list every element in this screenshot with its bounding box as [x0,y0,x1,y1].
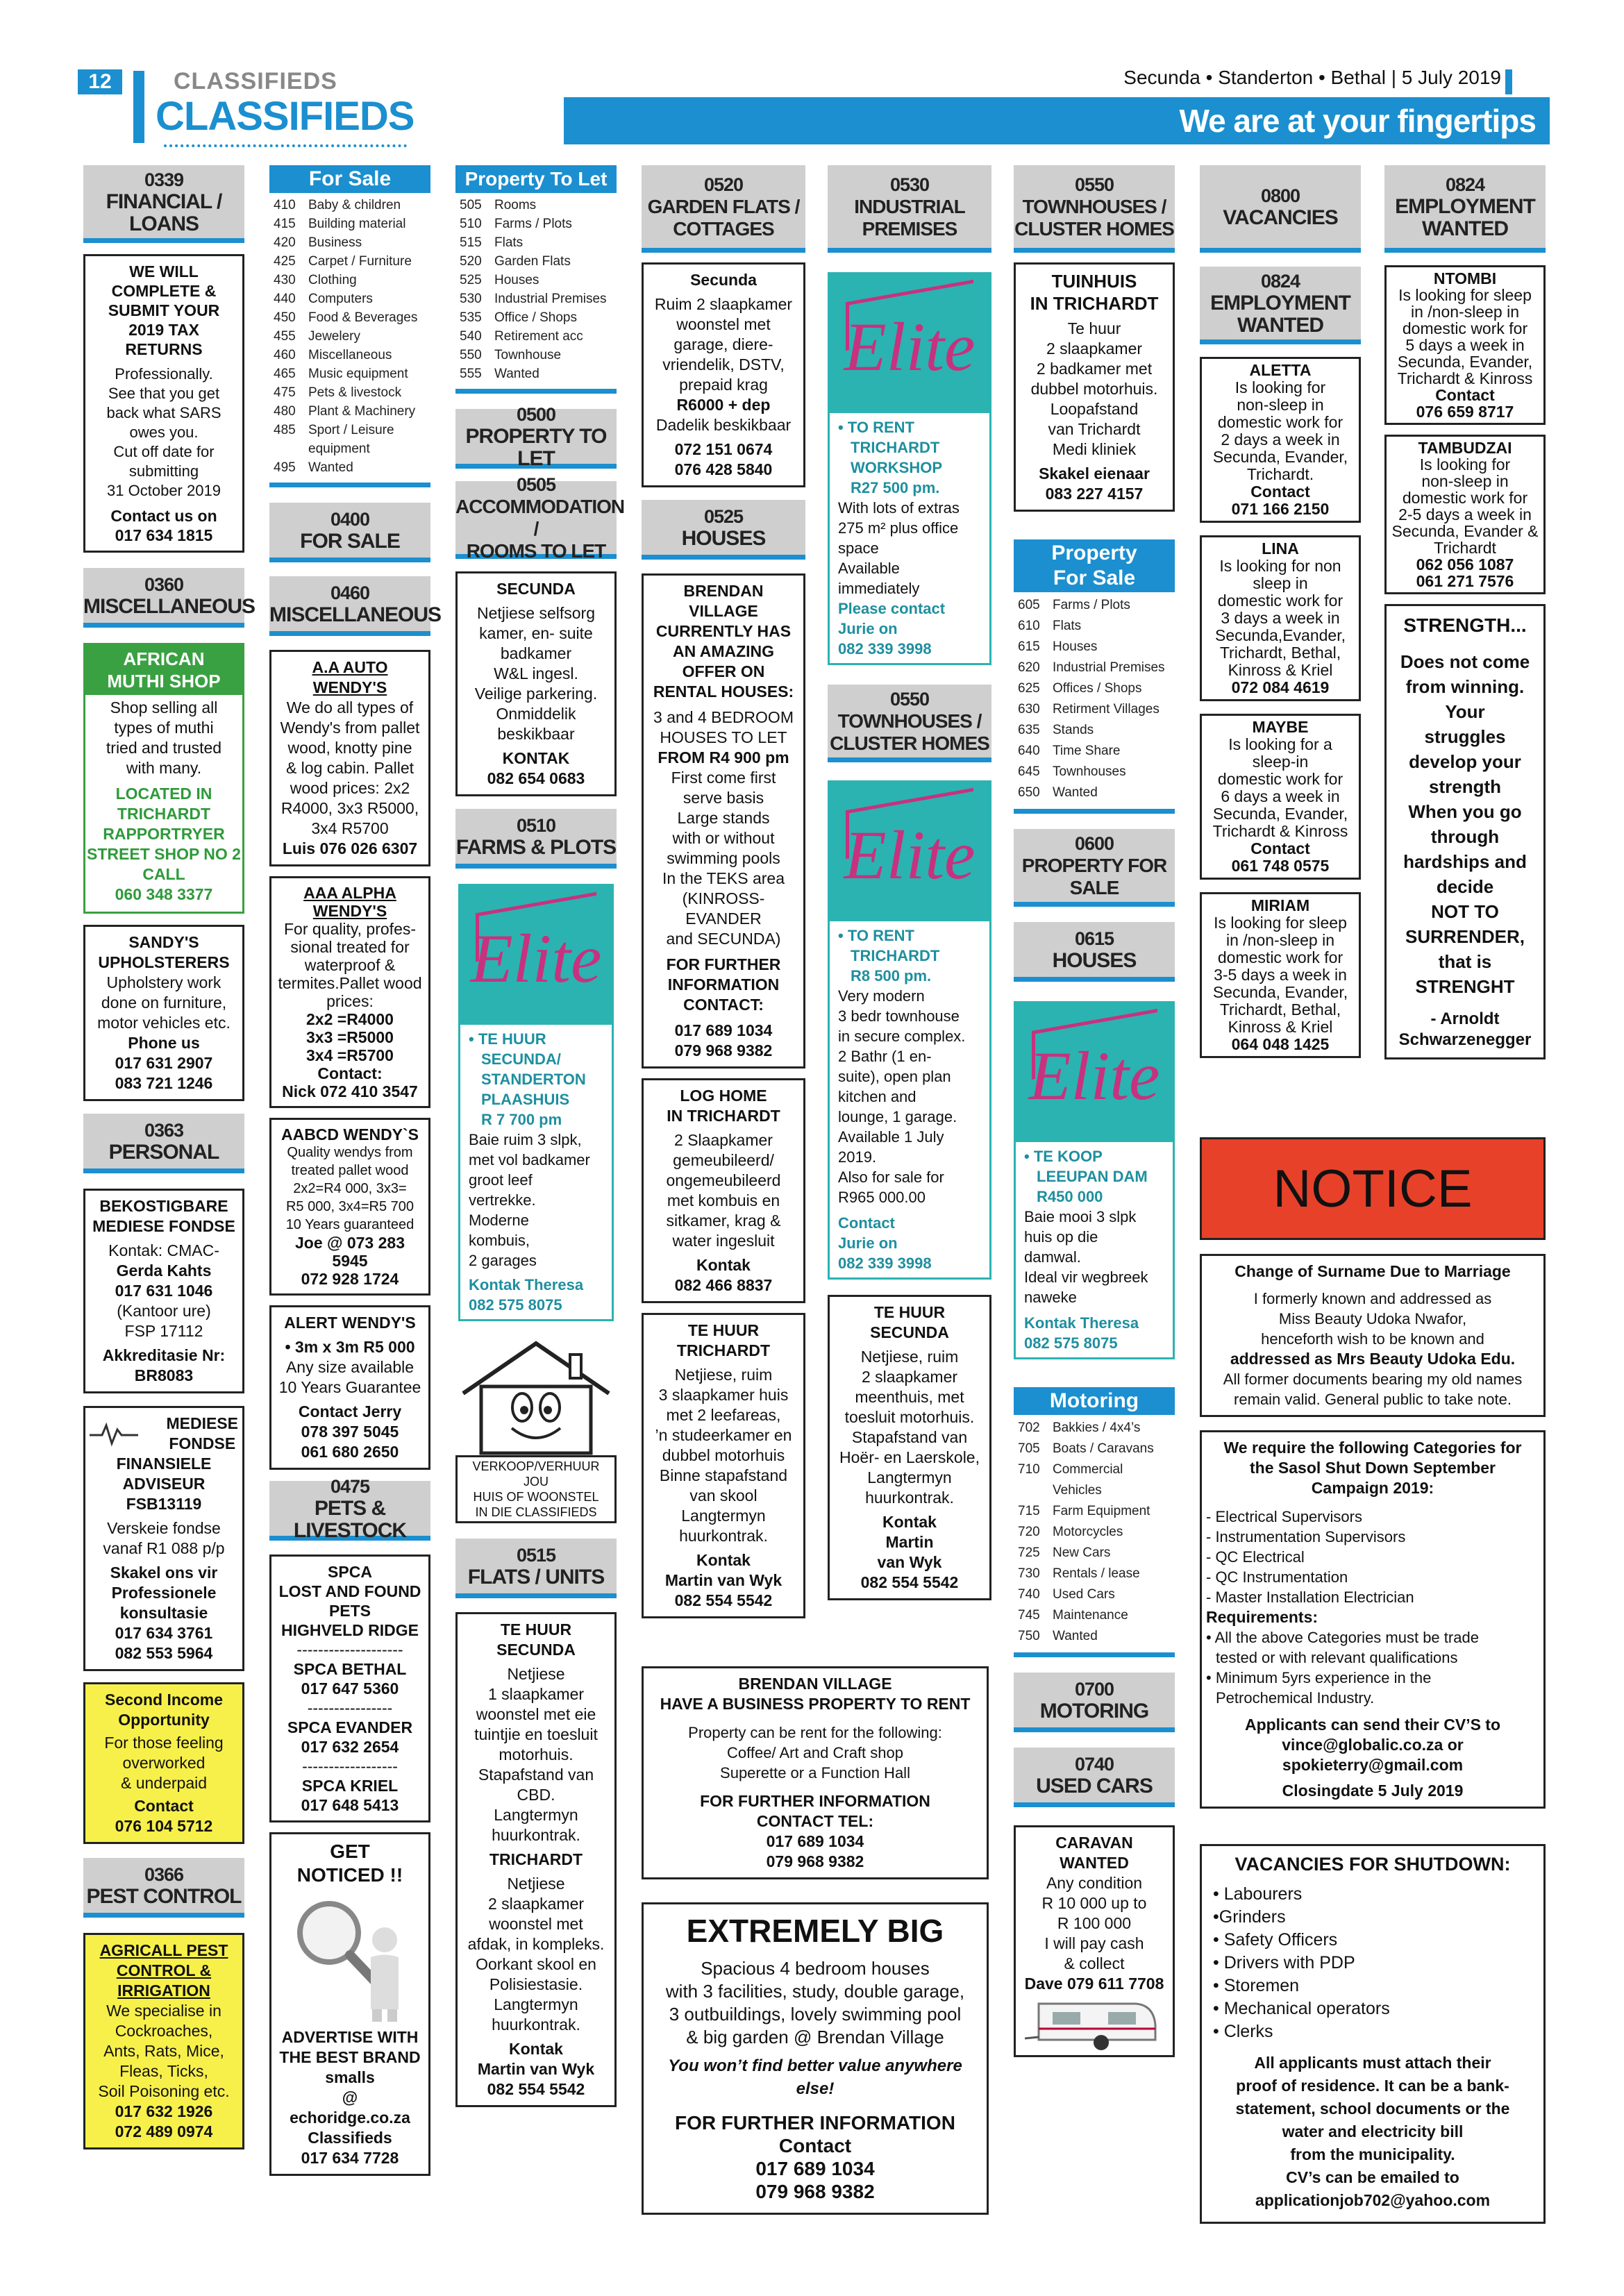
for-sale-index-title: For Sale [269,165,430,193]
index-label: Time Share [1053,744,1121,758]
index-code: 630 [1018,702,1040,717]
index-item [274,327,430,346]
index-code: 620 [1018,660,1040,675]
heading-0505: 0505 ACCOMMODATION / ROOMS TO LET [455,474,625,562]
index-label: Houses [1053,639,1098,654]
ad-te-huur-secunda-flat: TE HUUR SECUNDA Netjiese 1 slaapkamer woonstel met eie tuintjie en toesluit motorhuis. Stapafstand van CBD. Langtermyn huurkontrak. TRICHARDT Netjiese 2 slaapkamer woonstel met afdak, in kompleks. Oorkant skool en Polisiestasie. Langtermyn huurkontrak. Kontak Martin van Wyk 082 554 5542 [455,1612,617,2107]
index-item [460,290,617,308]
heading-0824-col8: 0824 EMPLOYMENT WANTED [1384,165,1546,253]
house-caption-1: VERKOOP/VERHUUR JOU [472,1459,600,1489]
masthead-bar [133,71,144,143]
index-item [274,421,430,439]
index-label: Offices / Shops [1053,681,1142,696]
house-caption-2: HUIS OF WOONSTEL [473,1490,599,1504]
index-label: Maintenance [1053,1608,1128,1623]
index-item [460,233,617,252]
index-label: Wanted [308,460,353,475]
section-label-small: CLASSIFIEDS [174,68,337,94]
index-code: 525 [460,273,482,287]
dotted-rule [164,144,407,147]
index-label: Industrial Premises [494,292,607,306]
masthead [78,67,1550,149]
index-label: Motorcycles [1053,1525,1123,1539]
ad-te-huur-trichardt: TE HUUR TRICHARDT Netjiese, ruim 3 slaapkamer huis met 2 leefareas, ’n studeerkamer en dubbel motorhuis Binne stapafstand van skool Langtermyn huurkontrak. Kontak Martin van Wyk 082 554 5542 [642,1313,805,1618]
index-item [1018,1501,1175,1522]
index-item [1018,741,1175,762]
property-to-let-index [455,193,617,394]
heading-0515: 0515 FLATS / UNITS [455,1539,617,1598]
index-code: 625 [1018,681,1040,696]
index-item [460,327,617,346]
index-label: Computers [308,292,373,306]
ad-aabcd-wendys: AABCD WENDY`S Quality wendys from treated pallet wood 2x2=R4 000, 3x3= R5 000, 3x4=R5 700 10 Years guaranteed Joe @ 073 283 5945 072 928 1724 [269,1118,430,1296]
index-label: Wanted [1053,1629,1098,1643]
index-code: 535 [460,310,482,325]
property-for-sale-index [1014,592,1175,814]
ad-brendan-business-property: BRENDAN VILLAGE HAVE A BUSINESS PROPERTY TO RENT Property can be rent for the following: Coffee/ Art and Craft shop Superette or a Function Hall FOR FURTHER INFORMATION CONTACT TEL: 017 689 1034 079 968 9382 [642,1666,989,1879]
index-code: 710 [1018,1462,1040,1477]
index-label: Clothing [308,273,357,287]
index-code: 460 [274,348,296,362]
ad-strength-quote: STRENGTH... Does not come from winning. Your struggles develop your strength When you go through hardships and decide NOT TO SURRENDER, that is STRENGHT - Arnoldt Schwarzenegger [1384,604,1546,1059]
index-code: 705 [1018,1441,1040,1456]
heading-0615: 0615 HOUSES [1014,922,1175,982]
house-caption-3: IN DIE CLASSIFIEDS [475,1505,597,1519]
index-label: Stands [1053,723,1094,737]
ad-mediese-fondse: MEDIESE FONDSE FINANSIELE ADVISEUR FSB13119 Verskeie fondse vanaf R1 088 p/p Skakel ons vir Professionele konsultasie 017 634 3761 082 553 5964 [83,1406,244,1671]
index-label: Boats / Caravans [1053,1441,1154,1456]
index-item [1018,616,1175,637]
index-item [274,402,430,421]
index-item [274,290,430,308]
edition-line: Secunda • Standerton • Bethal | 5 July 2019 [1123,67,1501,88]
index-item [274,271,430,290]
index-label: Commercial [1053,1462,1123,1477]
index-item [1018,637,1175,657]
column-1 [83,165,256,2150]
index-code: 475 [274,385,296,400]
heading-0500: 0500 PROPERTY TO LET [455,409,617,469]
index-item [1018,1522,1175,1543]
index-label: Food & Beverages [308,310,418,325]
index-code: 455 [274,329,296,344]
index-code: 430 [274,273,296,287]
heading-0366: 0366 PEST CONTROL [83,1858,244,1918]
magnifier-figure-icon [287,1891,412,2023]
index-code: 730 [1018,1566,1040,1581]
index-label: Townhouse [494,348,562,362]
heading-0475: 0475 PETS & LIVESTOCK [269,1481,430,1541]
index-code: 610 [1018,619,1040,633]
heading-0339: 0339 FINANCIAL / LOANS [83,165,244,243]
index-item [1018,720,1175,741]
index-label: Retirement acc [494,329,583,344]
index-item [274,346,430,364]
smiling-house-icon [456,1338,616,1456]
house-cartoon [455,1338,617,1523]
index-code: 480 [274,404,296,419]
ad-bekostigbare: BEKOSTIGBARE MEDIESE FONDSE Kontak: CMAC- Gerda Kahts 017 631 1046 (Kantoor ure) FSP 17112 Akkreditasie Nr: BR8083 [83,1189,244,1393]
index-label: Farms / Plots [494,217,572,231]
index-item [1018,762,1175,782]
index-item [1018,1480,1175,1501]
index-label: Vehicles [1053,1483,1102,1498]
index-code: 485 [274,423,296,437]
index-code: 510 [460,217,482,231]
property-for-sale-title: Property For Sale [1014,539,1175,592]
index-item [274,458,430,477]
ad-agricall-pest: AGRICALL PEST CONTROL & IRRIGATION We specialise in Cockroaches, Ants, Rats, Mice, Fleas, Ticks, Soil Poisoning etc. 017 632 1926 072 489 0974 [83,1933,244,2150]
index-code: 702 [1018,1421,1040,1435]
index-item [1018,699,1175,720]
heading-0550-col6: 0550 TOWNHOUSES / CLUSTER HOMES [1014,165,1175,253]
index-item [1018,782,1175,803]
index-item [1018,595,1175,616]
index-label: Office / Shops [494,310,577,325]
index-item [274,196,430,215]
index-label: Garden Flats [494,254,571,269]
index-item [460,271,617,290]
index-item [1018,1543,1175,1564]
index-label: Townhouses [1053,764,1126,779]
index-item [274,252,430,271]
index-item [1018,1459,1175,1480]
index-code [1018,1480,1053,1501]
index-item [1018,1418,1175,1439]
heading-0400: 0400 FOR SALE [269,503,430,562]
ad-extremely-big: EXTREMELY BIG Spacious 4 bedroom houses with 3 facilities, study, double garage, 3 outbuildings, lovely swimming pool & big garden @ Brendan Village You won’t find better value anywhere else! FOR FURTHER INFORMATION Contact 017 689 1034 079 968 9382 [642,1902,989,2215]
index-item [1018,1564,1175,1584]
index-code: 415 [274,217,296,231]
index-label: Pets & livestock [308,385,402,400]
index-label: equipment [308,442,370,456]
index-code: 650 [1018,785,1040,800]
index-code: 440 [274,292,296,306]
section-label-big: CLASSIFIEDS [156,94,415,139]
ad-tuinhuis: TUINHUIS IN TRICHARDT Te huur 2 slaapkamer 2 badkamer met dubbel motorhuis. Loopafstand van Trichardt Medi kliniek Skakel eienaar 083 227 4157 [1014,262,1175,512]
heading-0360: 0360 MISCELLANEOUS [83,568,244,628]
for-sale-index [269,193,430,487]
heading-0824-col7: 0824 EMPLOYMENT WANTED [1200,267,1361,344]
index-label: Used Cars [1053,1587,1115,1602]
ad-vacancies-shutdown: VACANCIES FOR SHUTDOWN: • Labourers •Grinders • Safety Officers • Drivers with PDP • Storemen • Mechanical operators • Clerks All applicants must attach their proof of residence. It can be a bank- statement, school documents or the water and electricity bill from the municipality. CV’s can be emailed to applicationjob702@yahoo.com [1200,1844,1546,2224]
index-item [1018,657,1175,678]
index-code: 530 [460,292,482,306]
heading-0510: 0510 FARMS & PLOTS [455,809,617,869]
index-code: 465 [274,367,296,381]
index-label: Bakkies / 4x4’s [1053,1421,1141,1435]
ad-miriam: MIRIAM Is looking for sleep in /non-sleep in domestic work for 3-5 days a week in Secunda, Evander, Trichardt, Bethal, Kinross & Kriel 064 048 1425 [1200,892,1361,1058]
index-item [274,233,430,252]
index-label: Baby & children [308,198,401,212]
index-label: Carpet / Furniture [308,254,412,269]
elite-logo: Elite [1016,1003,1173,1142]
index-item [274,215,430,233]
index-code: 420 [274,235,296,250]
index-code: 555 [460,367,482,381]
index-code: 640 [1018,744,1040,758]
index-label: Wanted [494,367,539,381]
index-item [274,308,430,327]
ad-te-huur-secunda-meenthuis: TE HUUR SECUNDA Netjiese, ruim 2 slaapkamer meenthuis, met toesluit motorhuis. Stapafstand van Hoër- en Laerskole, Langtermyn huurkontrak. Kontak Martin van Wyk 082 554 5542 [828,1295,991,1600]
ad-alert-wendys: ALERT WENDY'S • 3m x 3m R5 000 Any size available 10 Years Guarantee Contact Jerry 078 397 5045 061 680 2650 [269,1305,430,1470]
ad-caravan-wanted: CARAVAN WANTED Any condition R 10 000 up to R 100 000 I will pay cash & collect Dave 079 611 7708 [1014,1825,1175,2057]
notice-banner: NOTICE [1200,1137,1546,1240]
heading-0530: 0530 INDUSTRIAL PREMISES [828,165,991,253]
index-code: 720 [1018,1525,1040,1539]
ad-secunda-selfsorg: SECUNDA Netjiese selfsorg kamer, en- suite badkamer W&L ingesl. Veilige parkering. Onmiddelik beskikbaar KONTAK 082 654 0683 [455,571,617,796]
column-6 [1014,165,1175,2057]
index-label: Wanted [1053,785,1098,800]
index-label: Jewelery [308,329,360,344]
index-code: 515 [460,235,482,250]
ad-spca: SPCA LOST AND FOUND PETS HIGHVELD RIDGE -------------------- SPCA BETHAL 017 647 5360 ---------------- SPCA EVANDER 017 632 2654 ------------------ SPCA KRIEL 017 648 5413 [269,1555,430,1822]
ad-sandys-upholsterers: SANDY'S UPHOLSTERERS Upholstery work done on furniture, motor vehicles etc. Phone us 017 631 2907 083 721 1246 [83,925,244,1101]
ad-change-of-surname: Change of Surname Due to Marriage I formerly known and addressed as Miss Beauty Udoka Nwafor, henceforth wish to be known and addressed as Mrs Beauty Udoka Edu. All former documents bearing my old names remain valid. General public to take note. [1200,1254,1546,1417]
index-code: 605 [1018,598,1040,612]
elite-logo: Elite [460,886,612,1025]
ad-lina: LINA Is looking for non sleep in domestic work for 3 days a week in Secunda,Evander, Trichardt, Bethal, Kinross & Kriel 072 084 4619 [1200,535,1361,701]
ad-aletta: ALETTA Is looking for non-sleep in domestic work for 2 days a week in Secunda, Evander, Trichardt. Contact 071 166 2150 [1200,357,1361,523]
index-item [460,196,617,215]
ad-elite-leeupan: Elite • TE KOOP LEEUPAN DAM R450 000 Baie mooi 3 slpk huis op die damwal. Ideal vir wegbreek naweke Kontak Theresa 082 575 8075 [1014,1001,1175,1359]
index-label: Farm Equipment [1053,1504,1150,1518]
ad-elite-plaashuis: Elite • TE HUUR SECUNDA/ STANDERTON PLAASHUIS R 7 700 pm Baie ruim 3 slpk, met vol badkamer groot leef vertrekke. Moderne kombuis, 2 garages Kontak Theresa 082 575 8075 [458,884,614,1321]
heading-0800: 0800 VACANCIES [1200,165,1361,253]
tagline: We are at your fingertips [1179,103,1536,139]
index-item [1018,1584,1175,1605]
index-item [460,346,617,364]
heartbeat-icon [90,1420,138,1448]
ad-log-home: LOG HOME IN TRICHARDT 2 Slaapkamer gemeubileerd/ ongemeubileerd met kombuis en sitkamer, krag & water ingesluit Kontak 082 466 8837 [642,1078,805,1303]
index-label: Houses [494,273,539,287]
heading-0700: 0700 MOTORING [1014,1673,1175,1732]
ad-ntombi: NTOMBI Is looking for sleep in /non-sleep in domestic work for 5 days a week in Secunda, Evander, Trichardt & Kinross Contact 076 659 8717 [1384,265,1546,425]
index-label: Miscellaneous [308,348,392,362]
elite-logo: Elite [830,782,989,921]
index-code: 645 [1018,764,1040,779]
index-label: Retirment Villages [1053,702,1160,717]
index-code: 450 [274,310,296,325]
index-label: Plant & Machinery [308,404,416,419]
index-label: Industrial Premises [1053,660,1165,675]
index-code: 740 [1018,1587,1040,1602]
column-7 [1200,165,1361,1058]
ad-sasol-shutdown: We require the following Categories for the Sasol Shut Down September Campaign 2019: - Electrical Supervisors - Instrumentation Supervisors - QC Electrical - QC Instrumentation - Master Installation Electrician Requirements: • All the above Categories must be trade tested or with relevant qualifications • Minimum 5yrs experience in the Petrochemical Industry. Applicants can send their CV’S to vince@globalic.co.za or spokieterry@gmail.com Closingdate 5 July 2019 [1200,1430,1546,1809]
motoring-index [1014,1415,1175,1657]
page-number: 12 [78,69,122,94]
elite-logo: Elite [830,274,989,413]
index-code: 410 [274,198,296,212]
index-code: 750 [1018,1629,1040,1643]
ad-brendan-village-rental: BRENDAN VILLAGE CURRENTLY HAS AN AMAZING OFFER ON RENTAL HOUSES: 3 and 4 BEDROOM HOUSES TO LET FROM R4 900 pm First come first serve basis Large stands with or without swimming pools In the TEKS area (KINROSS-EVANDER and SECUNDA) FOR FURTHER INFORMATION CONTACT: 017 689 1034 079 968 9382 [642,573,805,1069]
index-code: 505 [460,198,482,212]
heading-0550-col5: 0550 TOWNHOUSES / CLUSTER HOMES [828,685,991,762]
index-label: Building material [308,217,406,231]
edition-bar [1505,69,1512,94]
heading-0525: 0525 HOUSES [642,500,805,560]
index-label: Sport / Leisure [308,423,394,437]
index-item [1018,1626,1175,1647]
index-code: 550 [460,348,482,362]
ad-maybe: MAYBE Is looking for a sleep-in domestic work for 6 days a week in Secunda, Evander, Trichardt & Kinross Contact 061 748 0575 [1200,714,1361,880]
heading-0740: 0740 USED CARS [1014,1748,1175,1807]
index-item [460,364,617,383]
ad-elite-workshop: Elite • TO RENT TRICHARDT WORKSHOP R27 500 pm. With lots of extras 275 m² plus office space Available immediately Please contact Jurie on 082 339 3998 [828,272,991,665]
index-label: Flats [1053,619,1082,633]
ad-elite-townhouse: Elite • TO RENT TRICHARDT R8 500 pm. Very modern 3 bedr townhouse in secure complex. 2 Bathr (1 en- suite), open plan kitchen and lounge, 1 garage. Available 1 July 2019. Also for sale for R965 000.00 Contact Jurie on 082 339 3998 [828,780,991,1280]
heading-0600: 0600 PROPERTY FOR SALE [1014,829,1175,907]
index-item [460,252,617,271]
index-item [274,364,430,383]
index-item [460,215,617,233]
column-4 [642,165,805,1618]
heading-0520: 0520 GARDEN FLATS / COTTAGES [642,165,805,253]
index-code: 495 [274,460,296,475]
motoring-index-title: Motoring [1014,1387,1175,1415]
index-label: Rooms [494,198,537,212]
index-code: 635 [1018,723,1040,737]
heading-0460: 0460 MISCELLANEOUS [269,576,430,636]
index-label: Business [308,235,362,250]
column-5 [828,165,991,1600]
ad-aaa-alpha-wendys: AAA ALPHA WENDY'S For quality, profes- sional treated for waterproof & termites.Pallet wood prices: 2x2 =R4000 3x3 =R5000 3x4 =R5700 Contact: Nick 072 410 3547 [269,876,430,1108]
ad-tambudzai: TAMBUDZAI Is looking for non-sleep in domestic work for 2-5 days a week in Secunda, Evander & Trichardt 062 056 1087 061 271 7576 [1384,435,1546,594]
index-label: Rentals / lease [1053,1566,1140,1581]
index-code: 520 [460,254,482,269]
index-item [274,383,430,402]
index-label: Music equipment [308,367,408,381]
property-to-let-title: Property To Let [455,165,617,193]
index-item [460,308,617,327]
index-label: New Cars [1053,1545,1111,1560]
ad-aa-auto-wendys: A.A AUTO WENDY'S We do all types of Wendy's from pallet wood, knotty pine & log cabin. Pallet wood prices: 2x2 R4000, 3x3 R5000, 3x4 R5700 Luis 076 026 6307 [269,650,430,866]
ad-muthi-shop: AFRICAN MUTHI SHOP Shop selling all types of muthi tried and trusted with many. LOCATED IN TRICHARDT RAPPORTRYER STREET SHOP NO 2 CALL 060 348 3377 [83,643,244,914]
index-item [1018,1439,1175,1459]
ad-ruim-woonstel: Secunda Ruim 2 slaapkamer woonstel met garage, diere- vriendelik, DSTV, prepaid krag R6000 + dep Dadelik beskikbaar 072 151 0674 076 428 5840 [642,262,805,487]
index-code: 425 [274,254,296,269]
index-code [274,439,308,458]
column-3 [455,165,625,2107]
caravan-icon [1025,1997,1164,2052]
index-item [274,439,430,458]
index-item [1018,1605,1175,1626]
index-code: 725 [1018,1545,1040,1560]
index-item [1018,678,1175,699]
index-code: 715 [1018,1504,1040,1518]
heading-0363: 0363 PERSONAL [83,1114,244,1173]
index-label: Farms / Plots [1053,598,1130,612]
column-2 [269,165,442,2176]
index-label: Flats [494,235,524,250]
index-code: 615 [1018,639,1040,654]
index-code: 540 [460,329,482,344]
ad-second-income: Second Income Opportunity For those feeling overworked & underpaid Contact 076 104 5712 [83,1682,244,1844]
ad-tax-returns: WE WILL COMPLETE & SUBMIT YOUR 2019 TAX RETURNS Professionally. See that you get back what SARS owes you. Cut off date for submitting 31 October 2019 Contact us on 017 634 1815 [83,254,244,553]
index-code: 745 [1018,1608,1040,1623]
column-8 [1384,165,1546,1059]
ad-get-noticed: GET NOTICED !! ADVERTISE WITH THE BEST BRAND smalls @ echoridge.co.za Classifieds 017 634 7728 [269,1832,430,2176]
